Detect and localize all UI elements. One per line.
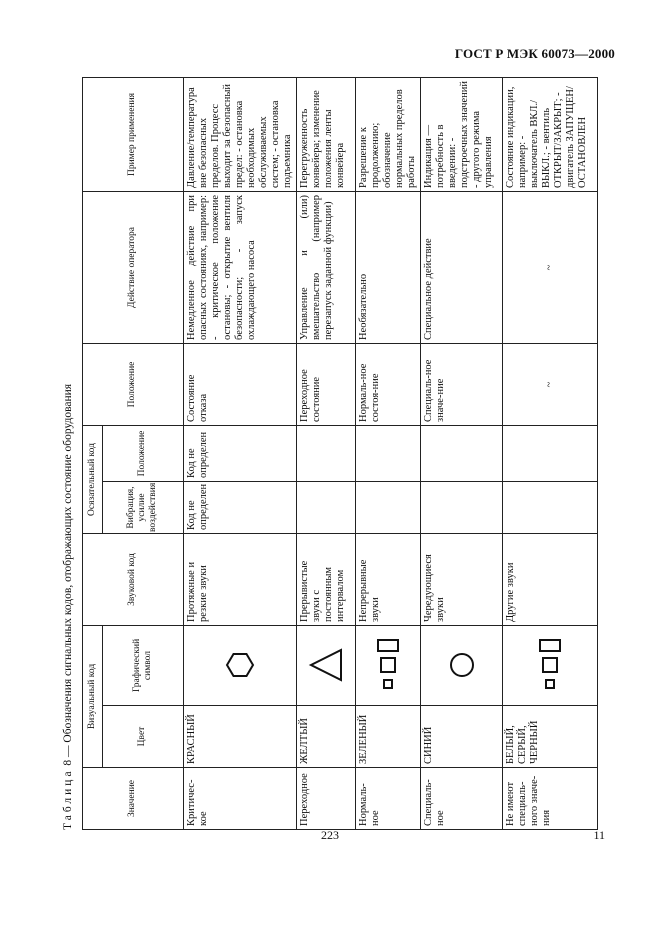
cell-sound: Протяжные и резкие звуки bbox=[183, 534, 297, 626]
table-row bbox=[420, 77, 502, 829]
page-number-center: 223 bbox=[321, 828, 339, 842]
header-operator-action: Действие оператора bbox=[83, 191, 184, 343]
cell-position: ~ bbox=[503, 343, 598, 425]
table-caption bbox=[62, 78, 80, 830]
header-color: Цвет bbox=[103, 706, 183, 768]
cell-symbol bbox=[297, 626, 355, 706]
squares-icon bbox=[538, 637, 562, 695]
cell-position: Состояние отказа bbox=[183, 343, 297, 425]
table-row bbox=[503, 77, 598, 829]
table-row bbox=[355, 77, 420, 829]
cell-symbol bbox=[183, 626, 297, 706]
cell-vibration bbox=[503, 482, 598, 534]
header-graphic-symbol: Графический символ bbox=[103, 626, 183, 706]
cell-action: Немедленное действие при опасных состояниях, например: - критическое положение остановы; - открытие вентиля безопасности; - запуск охлаждающего насоса bbox=[183, 191, 297, 343]
caption-number: 8 bbox=[62, 759, 74, 766]
cell-action: Необязательно bbox=[355, 191, 420, 343]
cell-symbol bbox=[503, 626, 598, 706]
cell-vibration: Код не определен bbox=[183, 482, 297, 534]
cell-tactile-position bbox=[355, 425, 420, 481]
document-header: ГОСТ Р МЭК 60073—2000 bbox=[454, 46, 615, 61]
triangle-icon bbox=[306, 646, 346, 686]
caption-label: Таблица bbox=[62, 768, 74, 830]
cell-example: Разрешение к продолжению; обозначение нормальных пределов работы bbox=[355, 77, 420, 191]
cell-color: СИНИЙ bbox=[420, 706, 502, 768]
cell-meaning: Критичес-кое bbox=[183, 768, 297, 830]
circle-icon bbox=[447, 651, 477, 681]
cell-vibration bbox=[420, 482, 502, 534]
cell-action: Специальное действие bbox=[420, 191, 502, 343]
cell-action: Управление и (или) вмешательство (например перезапуск заданной функции) bbox=[297, 191, 355, 343]
table-row bbox=[297, 77, 355, 829]
cell-position: Нормаль-ное состоя-ние bbox=[355, 343, 420, 425]
cell-position: Специаль-ное значе-ние bbox=[420, 343, 502, 425]
header-example: Пример применения bbox=[83, 77, 184, 191]
cell-example: Индикация — потребность в введении: - подстроечных значений - другого режима управления bbox=[420, 77, 502, 191]
cell-sound: Прерывистые звуки с постоянным интервалом bbox=[297, 534, 355, 626]
cell-color: ЖЕЛТЫЙ bbox=[297, 706, 355, 768]
cell-meaning: Специаль-ное bbox=[420, 768, 502, 830]
header-sound-code: Звуковой код bbox=[83, 534, 184, 626]
header-tactile-position: Положение bbox=[103, 425, 183, 481]
cell-position: Переходное состояние bbox=[297, 343, 355, 425]
header-position: Положение bbox=[83, 343, 184, 425]
cell-tactile-position bbox=[420, 425, 502, 481]
header-row-1 bbox=[83, 77, 103, 829]
squares-icon bbox=[376, 637, 400, 695]
signal-codes-table bbox=[82, 77, 598, 830]
cell-color: БЕЛЫЙ, СЕРЫЙ, ЧЕРНЫЙ bbox=[503, 706, 598, 768]
cell-sound: Другие звуки bbox=[503, 534, 598, 626]
cell-tactile-position bbox=[503, 425, 598, 481]
cell-symbol bbox=[420, 626, 502, 706]
header-vibration: Вибрация, усилие воздействия bbox=[103, 482, 183, 534]
table-row bbox=[183, 77, 297, 829]
header-meaning: Значение bbox=[83, 768, 184, 830]
caption-text: — Обозначения сигнальных кодов, отображающих состояние оборудования bbox=[62, 383, 74, 757]
header-visual-code: Визуальный код bbox=[83, 626, 103, 768]
cell-tactile-position: Код не определен bbox=[183, 425, 297, 481]
cell-example: Давление/температура вне безопасных пределов. Процесс выходит за безопасный предел: - остановка необходимых обслуживаемых систем; - остановка подъемника bbox=[183, 77, 297, 191]
cell-meaning: Не имеют специаль-ного значе-ния bbox=[503, 768, 598, 830]
cell-meaning: Нормаль-ное bbox=[355, 768, 420, 830]
cell-tactile-position bbox=[297, 425, 355, 481]
cell-action: ~ bbox=[503, 191, 598, 343]
cell-vibration bbox=[297, 482, 355, 534]
cell-color: КРАСНЫЙ bbox=[183, 706, 297, 768]
cell-example: Перегруженность конвейера; изменение положения ленты конвейера bbox=[297, 77, 355, 191]
hexagon-icon bbox=[223, 649, 257, 683]
cell-symbol bbox=[355, 626, 420, 706]
cell-meaning: Переходное bbox=[297, 768, 355, 830]
header-tactile-code: Осязательный код bbox=[83, 425, 103, 533]
rotated-table-sheet bbox=[62, 78, 598, 830]
cell-vibration bbox=[355, 482, 420, 534]
cell-sound: Непрерывные звуки bbox=[355, 534, 420, 626]
cell-color: ЗЕЛЕНЫЙ bbox=[355, 706, 420, 768]
page-number-right: 11 bbox=[593, 828, 605, 842]
cell-sound: Чередующиеся звуки bbox=[420, 534, 502, 626]
cell-example: Состояние индикации, например: - выключатель ВКЛ./ВЫКЛ.; - вентиль ОТКРЫТ/ЗАКРЫТ; - двигатель ЗАПУЩЕН/ОСТАНОВЛЕН bbox=[503, 77, 598, 191]
